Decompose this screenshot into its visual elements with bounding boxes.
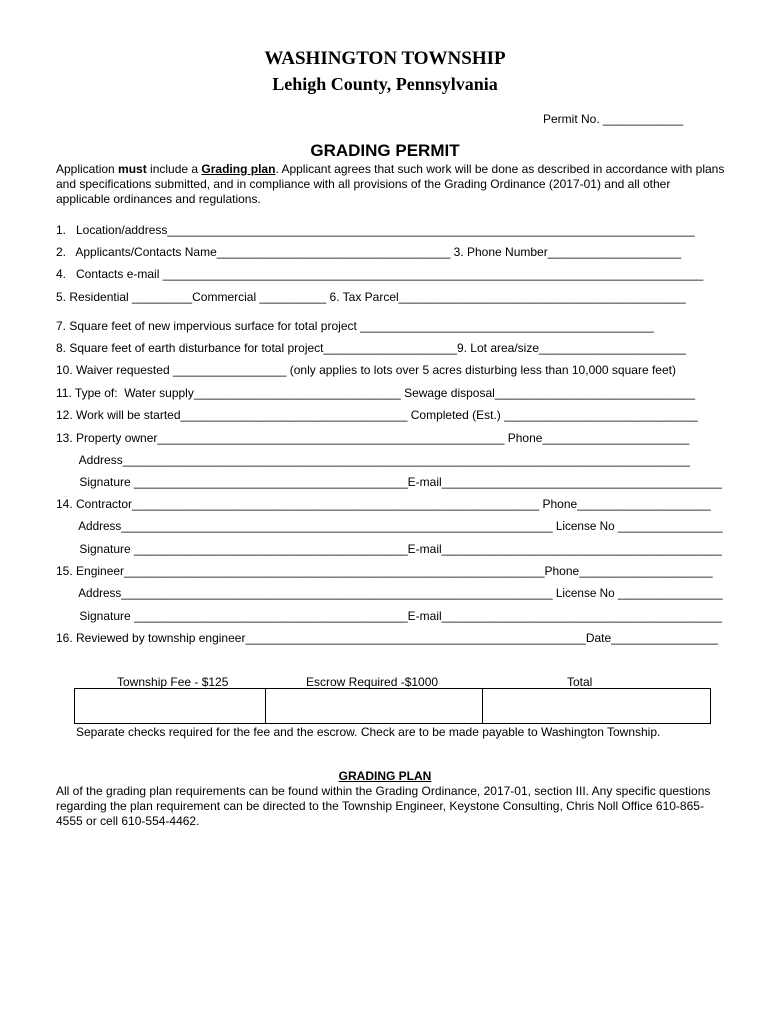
intro-mid: include a (146, 162, 202, 176)
fee-cell-escrow[interactable] (266, 689, 483, 724)
fee-cell-township[interactable] (75, 689, 266, 724)
intro-prefix: Application (56, 162, 119, 176)
intro-must: must (118, 162, 147, 176)
field-contractor-address[interactable]: Address__________________________________________________________________ License No ________________ (56, 520, 723, 533)
fee-header-total: Total (567, 675, 593, 689)
county-subtitle: Lehigh County, Pennsylvania (272, 74, 498, 94)
intro-grading-plan: Grading plan (201, 162, 276, 176)
fee-header-escrow: Escrow Required -$1000 (306, 675, 439, 689)
field-work-dates[interactable]: 12. Work will be started__________________________________ Completed (Est.) _____________________________ (56, 408, 698, 422)
payment-note: Separate checks required for the fee and the escrow. Check are to be made payable to Washington Township. (76, 725, 661, 739)
field-water-sewage[interactable]: 11. Type of: Water supply_______________________________ Sewage disposal______________________________ (56, 386, 696, 400)
fee-header-township: Township Fee - $125 (117, 675, 229, 689)
fee-cell-total[interactable] (483, 689, 711, 724)
form-title: GRADING PERMIT (310, 141, 460, 160)
intro-rest: . Applicant agrees that such work will be done as described in accordance with plans and specifications submitted, and in compliance with all provisions of the Grading Ordinance (2017-01) and all other applicable ordinances and regulations. (56, 162, 725, 206)
grading-plan-title: GRADING PLAN (338, 769, 432, 783)
field-engineer[interactable]: 15. Engineer_______________________________________________________________Phone____________________ (56, 564, 713, 578)
field-engineer-address[interactable]: Address__________________________________________________________________ License No ________________ (56, 587, 723, 600)
field-residential-commercial-parcel[interactable]: 5. Residential _________Commercial __________ 6. Tax Parcel___________________________________________ (56, 290, 686, 304)
field-property-owner[interactable]: 13. Property owner____________________________________________________ Phone______________________ (56, 431, 690, 445)
field-owner-address[interactable]: Address_____________________________________________________________________________________ (56, 453, 690, 467)
field-contractor-signature-email[interactable]: Signature _________________________________________E-mail__________________________________________ (56, 542, 722, 556)
field-location-address[interactable]: 1. Location/address_______________________________________________________________________________ (56, 223, 695, 237)
field-waiver-requested[interactable]: 10. Waiver requested _________________ (only applies to lots over 5 acres disturbing less than 10,000 square feet) (56, 363, 676, 377)
intro-paragraph (56, 162, 726, 207)
field-applicant-name-phone[interactable]: 2. Applicants/Contacts Name___________________________________ 3. Phone Number____________________ (56, 245, 682, 259)
grading-plan-body: All of the grading plan requirements can be found within the Grading Ordinance, 2017-01, section III. Any specific questions regarding the plan requirement can be directed to the Township Engineer, Keystone Consulting, Chris Noll Office 610-865-4555 or cell 610-554-4462. (56, 784, 711, 828)
field-contacts-email[interactable]: 4. Contacts e-mail _________________________________________________________________________________ (56, 267, 704, 281)
field-owner-signature-email[interactable]: Signature _________________________________________E-mail__________________________________________ (56, 475, 722, 489)
field-reviewed-by-engineer[interactable]: 16. Reviewed by township engineer___________________________________________________Date________________ (56, 631, 718, 645)
field-engineer-signature-email[interactable]: Signature _________________________________________E-mail__________________________________________ (56, 609, 722, 623)
field-impervious-surface[interactable]: 7. Square feet of new impervious surface for total project ____________________________________________ (56, 319, 654, 333)
township-title: WASHINGTON TOWNSHIP (264, 48, 506, 69)
fee-table (74, 688, 711, 724)
permit-number-field[interactable]: Permit No. ____________ (543, 112, 684, 126)
field-contractor[interactable]: 14. Contractor_____________________________________________________________ Phone____________________ (56, 497, 711, 511)
field-earth-disturbance-lot-area[interactable]: 8. Square feet of earth disturbance for total project____________________9. Lot area/size______________________ (56, 341, 686, 355)
